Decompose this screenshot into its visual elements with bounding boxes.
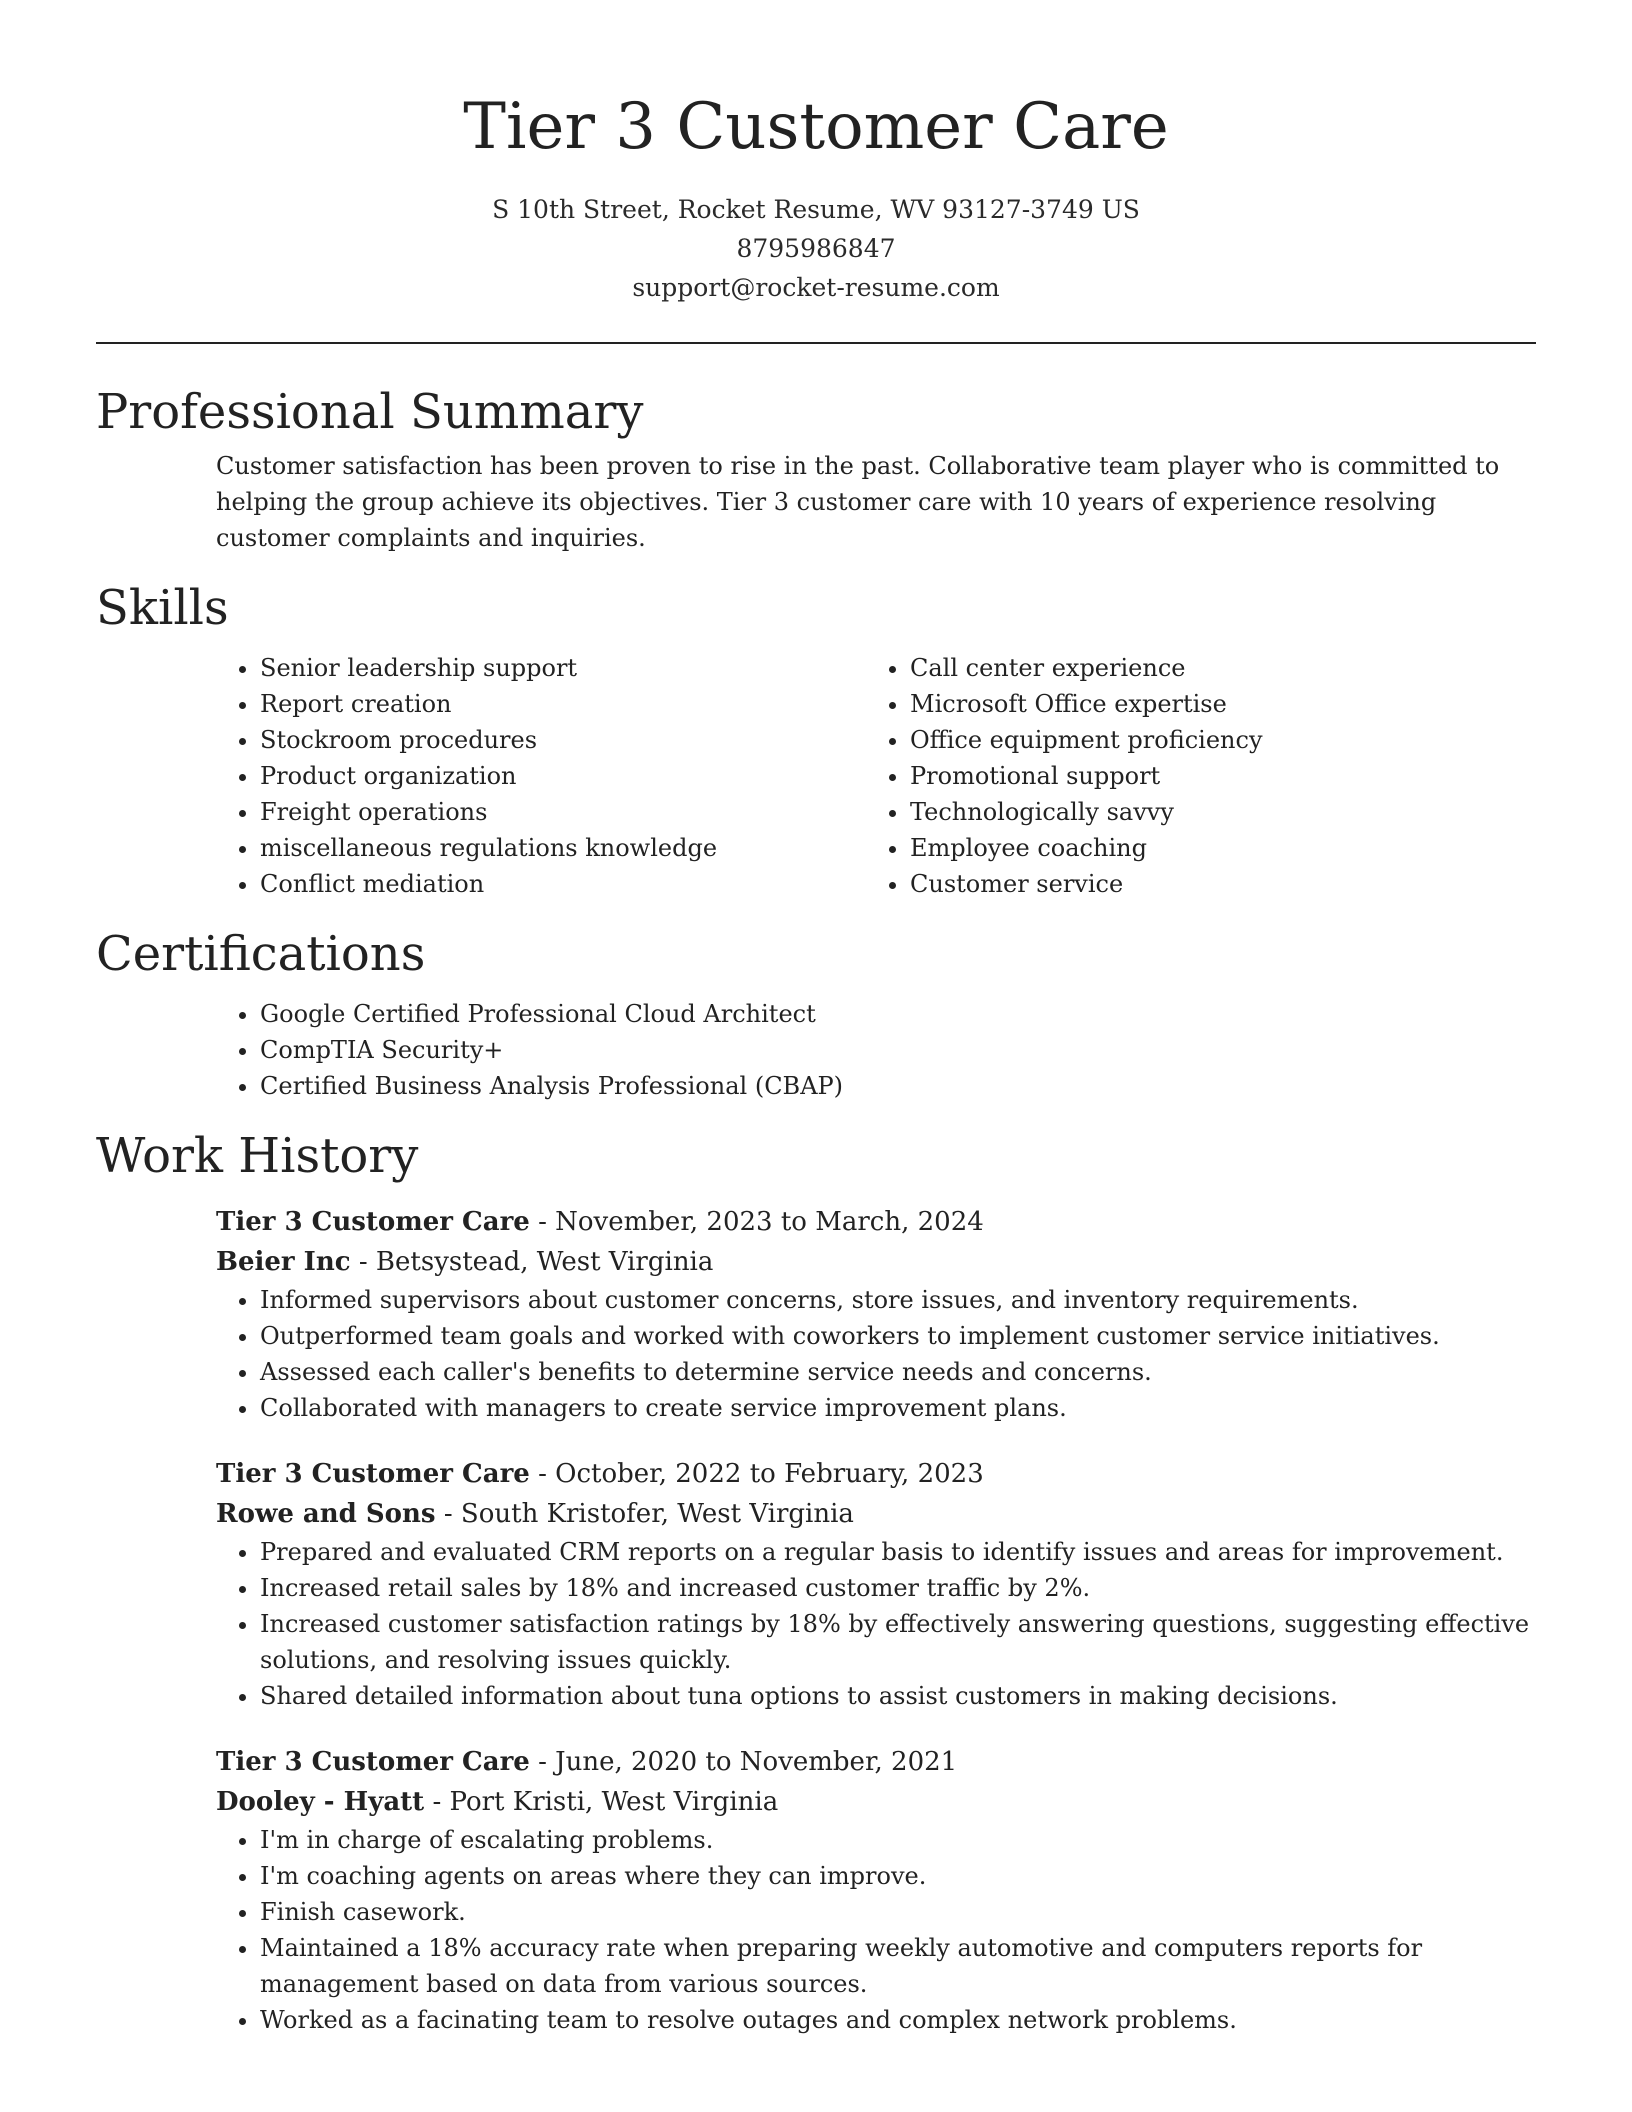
summary-text: Customer satisfaction has been proven to rise in the past. Collaborative team player who is committed to helping the group achieve its objectives. Tier 3 customer care with 10 years of experience resolving customer complaints and inquiries. [216,452,1500,552]
job-company: Beier Inc [216,1247,351,1277]
job-separator: - [424,1787,450,1817]
skill-item: • Office equipment proficiency [910,722,1516,758]
contact-address: S 10th Street, Rocket Resume, WV 93127-3749 US [492,195,1140,224]
job-company: Dooley - Hyatt [216,1787,425,1817]
job-bullet: • Outperformed team goals and worked with coworkers to implement customer service initiatives. [260,1318,1536,1354]
job-bullet: • Maintained a 18% accuracy rate when preparing weekly automotive and computers reports for management based on data from various sources. [260,1930,1536,2002]
job-separator: - [529,1747,556,1777]
skill-item: • Product organization [260,758,866,794]
job-bullet: • I'm coaching agents on areas where they can improve. [260,1858,1536,1894]
job-company-line [216,1494,1536,1534]
job-separator: - [529,1459,556,1489]
job-bullet: • Assessed each caller's benefits to determine service needs and concerns. [260,1354,1536,1390]
job-title-line [216,1202,1536,1242]
skills-list-left [216,650,866,902]
job-bullet: • Increased retail sales by 18% and increased customer traffic by 2%. [260,1570,1536,1606]
job-bullet: • Shared detailed information about tuna options to assist customers in making decisions. [260,1678,1536,1714]
skill-item: • Report creation [260,686,866,722]
job-bullet: • Worked as a facinating team to resolve outages and complex network problems. [260,2002,1536,2038]
skill-item: • Microsoft Office expertise [910,686,1516,722]
job-title-line [216,1454,1536,1494]
resume-name: Tier 3 Customer Care [463,90,1169,164]
contact-phone: 8795986847 [736,234,896,263]
job-title: Tier 3 Customer Care [216,1207,530,1237]
job-company-line [216,1242,1536,1282]
job-dates: June, 2020 to November, 2021 [555,1747,958,1777]
job-separator: - [350,1247,376,1277]
job-title: Tier 3 Customer Care [216,1747,530,1777]
job-bullets [216,1822,1536,2038]
job-separator: - [529,1207,556,1237]
skill-item: • Stockroom procedures [260,722,866,758]
job-bullet: • Prepared and evaluated CRM reports on a regular basis to identify issues and areas for improvement. [260,1534,1536,1570]
skill-item: • Customer service [910,866,1516,902]
job-bullets [216,1534,1536,1714]
job-dates: October, 2022 to February, 2023 [555,1459,984,1489]
job-bullet: • Increased customer satisfaction ratings by 18% by effectively answering questions, suggesting effective solutions, and resolving issues quickly. [260,1606,1536,1678]
summary-heading: Professional Summary [96,384,644,440]
skill-item: • Technologically savvy [910,794,1516,830]
job-company: Rowe and Sons [216,1499,436,1529]
work-history-heading: Work History [96,1128,419,1184]
job-location: Port Kristi, West Virginia [449,1787,779,1817]
job-company-line [216,1782,1536,1822]
certifications-block [216,996,1536,1104]
job-bullets [216,1282,1536,1426]
job-location: Betsystead, West Virginia [375,1247,714,1277]
resume-header [0,0,1632,307]
job-title-line [216,1742,1536,1782]
skill-item: • Promotional support [910,758,1516,794]
contact-email: support@rocket-resume.com [632,273,1000,302]
job-bullet: • Informed supervisors about customer concerns, store issues, and inventory requirements. [260,1282,1536,1318]
skill-item: • Employee coaching [910,830,1516,866]
job-location: South Kristofer, West Virginia [460,1499,854,1529]
job-separator: - [435,1499,461,1529]
resume-sections [96,380,1536,2038]
certification-item: • CompTIA Security+ [260,1032,1536,1068]
skill-item: • Freight operations [260,794,866,830]
skills-heading: Skills [96,580,229,636]
contact-block [0,190,1632,307]
job-entry [216,1742,1536,2038]
skill-item: • Call center experience [910,650,1516,686]
certifications-list [216,996,1536,1104]
skills-column-left [216,650,866,902]
skill-item: • Conflict mediation [260,866,866,902]
certification-item: • Google Certified Professional Cloud Architect [260,996,1536,1032]
job-entry [216,1202,1536,1426]
certifications-heading: Certifications [96,926,426,982]
skills-grid [216,650,1536,902]
skills-list-right [866,650,1516,902]
job-bullet: • Collaborated with managers to create service improvement plans. [260,1390,1536,1426]
job-bullet: • Finish casework. [260,1894,1536,1930]
certification-item: • Certified Business Analysis Professional (CBAP) [260,1068,1536,1104]
job-dates: November, 2023 to March, 2024 [555,1207,984,1237]
skills-column-right [866,650,1516,902]
job-bullet: • I'm in charge of escalating problems. [260,1822,1536,1858]
job-entry [216,1454,1536,1714]
skill-item: • Senior leadership support [260,650,866,686]
skill-item: • miscellaneous regulations knowledge [260,830,866,866]
header-divider [96,342,1536,344]
job-title: Tier 3 Customer Care [216,1459,530,1489]
